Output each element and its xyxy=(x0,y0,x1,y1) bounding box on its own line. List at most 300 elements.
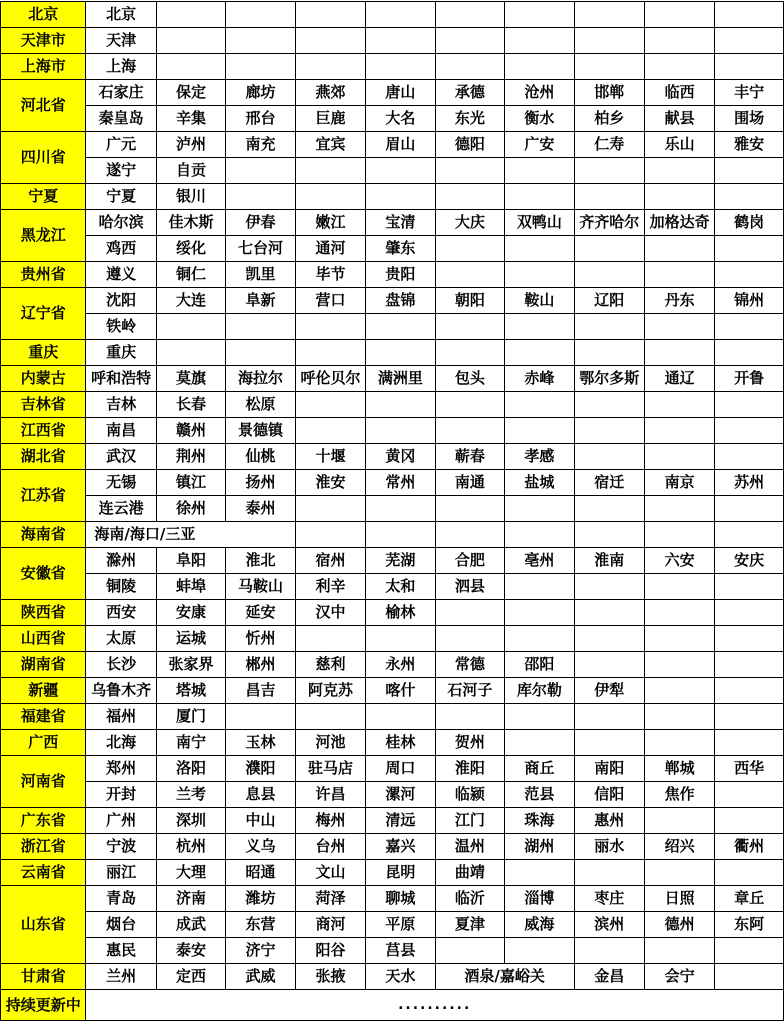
table-row xyxy=(1,808,784,834)
empty-cell xyxy=(715,964,784,990)
region-name: 陕西省 xyxy=(1,600,86,626)
city-cell: 松原 xyxy=(226,392,295,418)
city-cell: 许昌 xyxy=(295,782,365,808)
region-name: 山西省 xyxy=(1,626,86,652)
empty-cell xyxy=(505,730,574,756)
city-cell: 宁波 xyxy=(86,834,156,860)
city-cell: 大名 xyxy=(366,106,435,132)
city-cell: 荆州 xyxy=(156,444,225,470)
city-cell: 乌鲁木齐 xyxy=(86,678,156,704)
city-cell: 驻马店 xyxy=(295,756,365,782)
city-cell: 塔城 xyxy=(156,678,225,704)
empty-cell xyxy=(644,860,714,886)
city-cell: 泗县 xyxy=(435,574,504,600)
empty-cell xyxy=(715,704,784,730)
city-cell: 广元 xyxy=(86,132,156,158)
city-cell: 青岛 xyxy=(86,886,156,912)
table-row xyxy=(1,184,784,210)
empty-cell xyxy=(505,418,574,444)
city-cell: 仁寿 xyxy=(574,132,644,158)
table-row xyxy=(1,236,784,262)
city-cell: 仙桃 xyxy=(226,444,295,470)
empty-cell xyxy=(644,600,714,626)
city-cell: 吉林 xyxy=(86,392,156,418)
city-cell: 七台河 xyxy=(226,236,295,262)
city-cell: 长春 xyxy=(156,392,225,418)
city-cell: 凯里 xyxy=(226,262,295,288)
city-cell: 满洲里 xyxy=(366,366,435,392)
city-cell: 张家界 xyxy=(156,652,225,678)
city-cell: 运城 xyxy=(156,626,225,652)
city-cell: 东营 xyxy=(226,912,295,938)
city-cell: 邯郸 xyxy=(574,80,644,106)
city-cell: 雅安 xyxy=(715,132,784,158)
empty-cell xyxy=(435,2,504,28)
table-row xyxy=(1,912,784,938)
empty-cell xyxy=(366,184,435,210)
city-cell: 盐城 xyxy=(505,470,574,496)
empty-cell xyxy=(366,54,435,80)
empty-cell xyxy=(226,314,295,340)
empty-cell xyxy=(435,704,504,730)
city-cell: 银川 xyxy=(156,184,225,210)
empty-cell xyxy=(435,314,504,340)
city-cell: 肇东 xyxy=(366,236,435,262)
city-cell: 广州 xyxy=(86,808,156,834)
city-cell: 佳木斯 xyxy=(156,210,225,236)
city-cell: 六安 xyxy=(644,548,714,574)
table-row xyxy=(1,470,784,496)
empty-cell xyxy=(574,704,644,730)
city-cell: 嫩江 xyxy=(295,210,365,236)
empty-cell xyxy=(435,626,504,652)
empty-cell xyxy=(435,418,504,444)
city-cell: 衢州 xyxy=(715,834,784,860)
city-cell: 徐州 xyxy=(156,496,225,522)
city-cell: 榆林 xyxy=(366,600,435,626)
city-cell: 常德 xyxy=(435,652,504,678)
region-name: 江西省 xyxy=(1,418,86,444)
city-cell: 滁州 xyxy=(86,548,156,574)
city-cell: 遵义 xyxy=(86,262,156,288)
city-cell: 武汉 xyxy=(86,444,156,470)
city-cell: 玉林 xyxy=(226,730,295,756)
city-cell: 阜新 xyxy=(226,288,295,314)
empty-cell xyxy=(366,2,435,28)
region-name: 北京 xyxy=(1,2,86,28)
city-cell: 巨鹿 xyxy=(295,106,365,132)
city-cell: 曲靖 xyxy=(435,860,504,886)
city-cell: 日照 xyxy=(644,886,714,912)
empty-cell xyxy=(435,236,504,262)
city-cell: 酒泉/嘉峪关 xyxy=(435,964,574,990)
empty-cell xyxy=(715,184,784,210)
city-cell: 郴州 xyxy=(226,652,295,678)
empty-cell xyxy=(715,158,784,184)
city-cell: 齐齐哈尔 xyxy=(574,210,644,236)
city-cell: 温州 xyxy=(435,834,504,860)
table-row xyxy=(1,730,784,756)
empty-cell xyxy=(295,626,365,652)
city-cell: 蚌埠 xyxy=(156,574,225,600)
city-cell: 中山 xyxy=(226,808,295,834)
city-coverage-table xyxy=(0,1,784,1021)
city-cell: 范县 xyxy=(505,782,574,808)
empty-cell xyxy=(715,626,784,652)
city-cell: 常州 xyxy=(366,470,435,496)
empty-cell xyxy=(435,54,504,80)
city-cell: 珠海 xyxy=(505,808,574,834)
table-row xyxy=(1,262,784,288)
empty-cell xyxy=(574,236,644,262)
city-cell: 张掖 xyxy=(295,964,365,990)
table-row xyxy=(1,444,784,470)
city-cell: 沈阳 xyxy=(86,288,156,314)
region-name: 海南省 xyxy=(1,522,86,548)
city-cell: 通辽 xyxy=(644,366,714,392)
table-row xyxy=(1,964,784,990)
empty-cell xyxy=(574,860,644,886)
city-cell: 杭州 xyxy=(156,834,225,860)
city-cell: 遂宁 xyxy=(86,158,156,184)
city-cell: 延安 xyxy=(226,600,295,626)
empty-cell xyxy=(295,340,365,366)
empty-cell xyxy=(366,158,435,184)
empty-cell xyxy=(505,2,574,28)
empty-cell xyxy=(644,678,714,704)
city-cell: 鸡西 xyxy=(86,236,156,262)
city-cell: 营口 xyxy=(295,288,365,314)
table-row xyxy=(1,626,784,652)
city-cell: 济宁 xyxy=(226,938,295,964)
city-cell: 南昌 xyxy=(86,418,156,444)
empty-cell xyxy=(295,522,365,548)
table-row xyxy=(1,418,784,444)
city-cell: 秦皇岛 xyxy=(86,106,156,132)
empty-cell xyxy=(295,184,365,210)
empty-cell xyxy=(715,782,784,808)
city-cell: 丹东 xyxy=(644,288,714,314)
city-cell: 黄冈 xyxy=(366,444,435,470)
city-cell: 莫旗 xyxy=(156,366,225,392)
city-cell: 合肥 xyxy=(435,548,504,574)
empty-cell xyxy=(366,28,435,54)
empty-cell xyxy=(505,860,574,886)
empty-cell xyxy=(574,158,644,184)
city-cell: 福州 xyxy=(86,704,156,730)
city-cell: 嘉兴 xyxy=(366,834,435,860)
city-cell: 枣庄 xyxy=(574,886,644,912)
city-cell: 石家庄 xyxy=(86,80,156,106)
table-row xyxy=(1,574,784,600)
table-row xyxy=(1,80,784,106)
city-cell: 开封 xyxy=(86,782,156,808)
city-cell: 乐山 xyxy=(644,132,714,158)
empty-cell xyxy=(715,652,784,678)
table-body xyxy=(1,2,784,1021)
city-cell: 朝阳 xyxy=(435,288,504,314)
region-name: 云南省 xyxy=(1,860,86,886)
city-cell: 包头 xyxy=(435,366,504,392)
city-cell: 芜湖 xyxy=(366,548,435,574)
city-cell: 武威 xyxy=(226,964,295,990)
city-cell: 贺州 xyxy=(435,730,504,756)
empty-cell xyxy=(574,730,644,756)
empty-cell xyxy=(505,54,574,80)
empty-cell xyxy=(156,340,225,366)
empty-cell xyxy=(715,236,784,262)
city-cell: 丰宁 xyxy=(715,80,784,106)
city-cell: 保定 xyxy=(156,80,225,106)
city-cell: 昌吉 xyxy=(226,678,295,704)
city-cell: 郑州 xyxy=(86,756,156,782)
city-cell: 惠州 xyxy=(574,808,644,834)
city-cell: 南阳 xyxy=(574,756,644,782)
city-cell: 衡水 xyxy=(505,106,574,132)
city-cell: 焦作 xyxy=(644,782,714,808)
city-cell: 安庆 xyxy=(715,548,784,574)
empty-cell xyxy=(715,938,784,964)
region-name: 新疆 xyxy=(1,678,86,704)
city-cell: 蕲春 xyxy=(435,444,504,470)
city-cell: 太原 xyxy=(86,626,156,652)
empty-cell xyxy=(505,704,574,730)
city-cell: 开鲁 xyxy=(715,366,784,392)
city-cell: 息县 xyxy=(226,782,295,808)
empty-cell xyxy=(574,340,644,366)
city-cell: 加格达奇 xyxy=(644,210,714,236)
empty-cell xyxy=(505,496,574,522)
city-cell: 德州 xyxy=(644,912,714,938)
city-cell: 临颍 xyxy=(435,782,504,808)
city-cell: 赤峰 xyxy=(505,366,574,392)
empty-cell xyxy=(295,158,365,184)
city-cell: 会宁 xyxy=(644,964,714,990)
empty-cell xyxy=(435,184,504,210)
city-cell: 鄂尔多斯 xyxy=(574,366,644,392)
city-cell: 绍兴 xyxy=(644,834,714,860)
table-row xyxy=(1,210,784,236)
empty-cell xyxy=(574,418,644,444)
city-cell: 沧州 xyxy=(505,80,574,106)
region-name: 广西 xyxy=(1,730,86,756)
city-cell: 南充 xyxy=(226,132,295,158)
city-cell: 宁夏 xyxy=(86,184,156,210)
empty-cell xyxy=(226,28,295,54)
empty-cell xyxy=(226,184,295,210)
empty-cell xyxy=(644,392,714,418)
city-cell: 太和 xyxy=(366,574,435,600)
empty-cell xyxy=(715,730,784,756)
city-cell: 南通 xyxy=(435,470,504,496)
table-row xyxy=(1,704,784,730)
city-cell: 伊犁 xyxy=(574,678,644,704)
city-cell: 海拉尔 xyxy=(226,366,295,392)
city-cell: 自贡 xyxy=(156,158,225,184)
city-cell: 燕郊 xyxy=(295,80,365,106)
empty-cell xyxy=(574,392,644,418)
empty-cell xyxy=(295,496,365,522)
city-cell: 呼伦贝尔 xyxy=(295,366,365,392)
city-cell: 安康 xyxy=(156,600,225,626)
city-cell: 滨州 xyxy=(574,912,644,938)
city-cell: 信阳 xyxy=(574,782,644,808)
empty-cell xyxy=(435,262,504,288)
city-cell: 济南 xyxy=(156,886,225,912)
empty-cell xyxy=(715,522,784,548)
empty-cell xyxy=(715,392,784,418)
region-name: 贵州省 xyxy=(1,262,86,288)
empty-cell xyxy=(715,678,784,704)
empty-cell xyxy=(574,574,644,600)
city-cell: 南宁 xyxy=(156,730,225,756)
region-name: 辽宁省 xyxy=(1,288,86,340)
empty-cell xyxy=(574,600,644,626)
empty-cell xyxy=(574,444,644,470)
empty-cell xyxy=(505,626,574,652)
table-row xyxy=(1,678,784,704)
empty-cell xyxy=(505,314,574,340)
empty-cell xyxy=(644,730,714,756)
city-cell: 阜阳 xyxy=(156,548,225,574)
city-cell: 大理 xyxy=(156,860,225,886)
empty-cell xyxy=(435,28,504,54)
table-row xyxy=(1,834,784,860)
city-cell: 夏津 xyxy=(435,912,504,938)
empty-cell xyxy=(574,626,644,652)
city-cell: 宜宾 xyxy=(295,132,365,158)
city-cell: 湖州 xyxy=(505,834,574,860)
city-cell: 唐山 xyxy=(366,80,435,106)
region-name: 重庆 xyxy=(1,340,86,366)
city-cell: 喀什 xyxy=(366,678,435,704)
empty-cell xyxy=(226,704,295,730)
empty-cell xyxy=(366,418,435,444)
empty-cell xyxy=(644,938,714,964)
empty-cell xyxy=(505,236,574,262)
empty-cell xyxy=(715,340,784,366)
empty-cell xyxy=(715,860,784,886)
city-cell: 马鞍山 xyxy=(226,574,295,600)
city-cell: 莒县 xyxy=(366,938,435,964)
empty-cell xyxy=(644,28,714,54)
table-row xyxy=(1,106,784,132)
table-row xyxy=(1,860,784,886)
table-row xyxy=(1,522,784,548)
city-cell: 忻州 xyxy=(226,626,295,652)
empty-cell xyxy=(505,184,574,210)
city-cell: 定西 xyxy=(156,964,225,990)
city-cell: 惠民 xyxy=(86,938,156,964)
city-cell: 丽水 xyxy=(574,834,644,860)
city-cell: 辛集 xyxy=(156,106,225,132)
empty-cell xyxy=(644,2,714,28)
empty-cell xyxy=(295,418,365,444)
city-cell: 清远 xyxy=(366,808,435,834)
empty-cell xyxy=(435,392,504,418)
region-name: 山东省 xyxy=(1,886,86,964)
empty-cell xyxy=(435,522,504,548)
city-cell: 上海 xyxy=(86,54,156,80)
city-cell: 威海 xyxy=(505,912,574,938)
city-cell: 广安 xyxy=(505,132,574,158)
city-cell: 长沙 xyxy=(86,652,156,678)
city-cell: 无锡 xyxy=(86,470,156,496)
city-cell: 利辛 xyxy=(295,574,365,600)
city-cell: 义乌 xyxy=(226,834,295,860)
city-cell: 昭通 xyxy=(226,860,295,886)
empty-cell xyxy=(715,600,784,626)
city-cell: 临沂 xyxy=(435,886,504,912)
city-cell: 孝感 xyxy=(505,444,574,470)
empty-cell xyxy=(435,938,504,964)
empty-cell xyxy=(715,54,784,80)
city-cell: 赣州 xyxy=(156,418,225,444)
empty-cell xyxy=(644,496,714,522)
empty-cell xyxy=(505,574,574,600)
empty-cell xyxy=(574,522,644,548)
empty-cell xyxy=(644,54,714,80)
empty-cell xyxy=(574,938,644,964)
empty-cell xyxy=(156,2,225,28)
city-cell: 阿克苏 xyxy=(295,678,365,704)
city-cell: 贵阳 xyxy=(366,262,435,288)
city-cell: 淄博 xyxy=(505,886,574,912)
city-cell: 江门 xyxy=(435,808,504,834)
city-cell: 深圳 xyxy=(156,808,225,834)
empty-cell xyxy=(574,184,644,210)
table-row xyxy=(1,2,784,28)
city-cell: 东阿 xyxy=(715,912,784,938)
city-cell: 大连 xyxy=(156,288,225,314)
empty-cell xyxy=(644,184,714,210)
region-name: 四川省 xyxy=(1,132,86,184)
empty-cell xyxy=(644,340,714,366)
city-cell: 昆明 xyxy=(366,860,435,886)
city-cell: 漯河 xyxy=(366,782,435,808)
city-cell: 伊春 xyxy=(226,210,295,236)
empty-cell xyxy=(715,28,784,54)
city-cell: 连云港 xyxy=(86,496,156,522)
city-cell: 慈利 xyxy=(295,652,365,678)
city-cell: 淮阳 xyxy=(435,756,504,782)
empty-cell xyxy=(366,496,435,522)
city-cell: 铜陵 xyxy=(86,574,156,600)
city-cell: 大庆 xyxy=(435,210,504,236)
empty-cell xyxy=(156,28,225,54)
empty-cell xyxy=(644,236,714,262)
city-cell: 周口 xyxy=(366,756,435,782)
empty-cell xyxy=(295,54,365,80)
city-cell: 扬州 xyxy=(226,470,295,496)
empty-cell xyxy=(295,392,365,418)
empty-cell xyxy=(644,574,714,600)
empty-cell xyxy=(366,314,435,340)
table-row xyxy=(1,28,784,54)
empty-cell xyxy=(366,522,435,548)
empty-cell xyxy=(715,496,784,522)
empty-cell xyxy=(226,2,295,28)
city-cell: 北海 xyxy=(86,730,156,756)
empty-cell xyxy=(505,600,574,626)
region-name: 上海市 xyxy=(1,54,86,80)
empty-cell xyxy=(574,314,644,340)
city-cell: 绥化 xyxy=(156,236,225,262)
table-row xyxy=(1,54,784,80)
empty-cell xyxy=(505,522,574,548)
region-name: 甘肃省 xyxy=(1,964,86,990)
city-cell: 毕节 xyxy=(295,262,365,288)
